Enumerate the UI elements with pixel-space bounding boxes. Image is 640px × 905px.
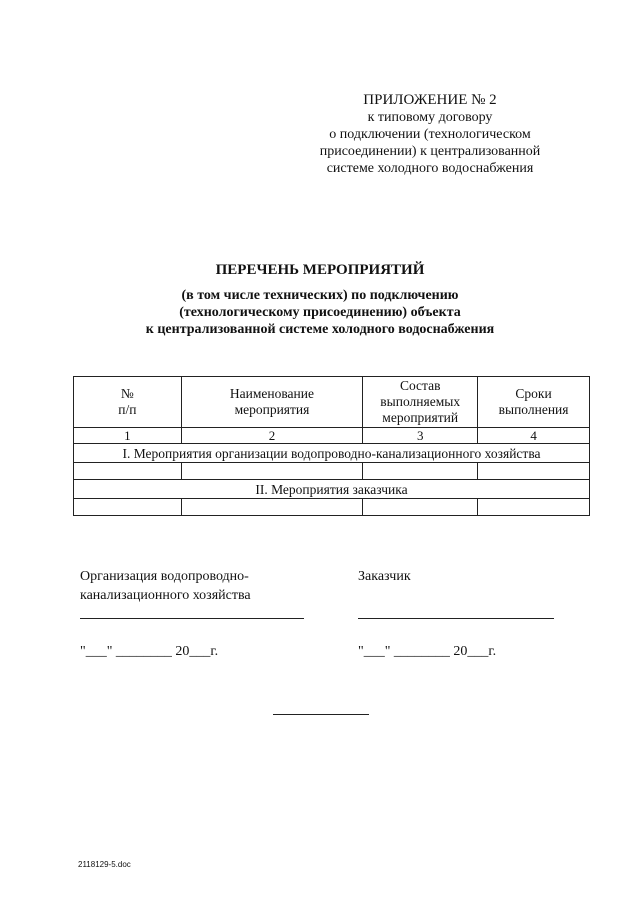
appendix-line: системе холодного водоснабжения bbox=[326, 161, 534, 176]
customer-signature-label: Заказчик bbox=[358, 569, 411, 584]
section-row bbox=[74, 480, 590, 499]
appendix-title: ПРИЛОЖЕНИЕ № 2 bbox=[363, 92, 497, 108]
table-cell bbox=[363, 463, 478, 480]
header-composition: Состав выполняемых мероприятий bbox=[363, 377, 478, 428]
header-deadline: Сроки выполнения bbox=[478, 377, 590, 428]
table-cell bbox=[181, 463, 363, 480]
org-signature-label: Организация водопроводно- канализационного хозяйства bbox=[80, 569, 251, 603]
document-subtitle bbox=[0, 287, 640, 338]
appendix-line: присоединении) к централизованной bbox=[319, 144, 541, 159]
end-divider bbox=[273, 714, 369, 715]
column-number-row bbox=[74, 428, 590, 444]
table-row bbox=[74, 499, 590, 516]
column-number: 4 bbox=[478, 428, 590, 444]
document-title: ПЕРЕЧЕНЬ МЕРОПРИЯТИЙ bbox=[215, 262, 425, 278]
subtitle-line: (в том числе технических) по подключению bbox=[181, 288, 459, 303]
table-header-row bbox=[74, 377, 590, 428]
column-number: 3 bbox=[363, 428, 478, 444]
table-cell bbox=[478, 499, 590, 516]
section-heading-org: I. Мероприятия организации водопроводно-канализационного хозяйства bbox=[74, 444, 590, 463]
table-cell bbox=[478, 463, 590, 480]
customer-signature-line bbox=[358, 618, 554, 619]
section-heading-customer: II. Мероприятия заказчика bbox=[74, 480, 590, 499]
appendix-line: о подключении (технологическом bbox=[329, 127, 531, 142]
section-row bbox=[74, 444, 590, 463]
customer-date-field: "___" ________ 20___г. bbox=[358, 644, 497, 659]
table-cell bbox=[363, 499, 478, 516]
header-name: Наименование мероприятия bbox=[181, 377, 363, 428]
column-number: 1 bbox=[74, 428, 182, 444]
appendix-line: к типовому договору bbox=[367, 110, 493, 125]
org-signature-line bbox=[80, 618, 304, 619]
table-cell bbox=[74, 499, 182, 516]
file-name: 2118129-5.doc bbox=[78, 860, 131, 869]
table-cell bbox=[181, 499, 363, 516]
measures-table bbox=[73, 376, 590, 516]
column-number: 2 bbox=[181, 428, 363, 444]
subtitle-line: к централизованной системе холодного водоснабжения bbox=[145, 322, 495, 337]
table-row bbox=[74, 463, 590, 480]
appendix-block bbox=[300, 92, 560, 177]
header-number: № п/п bbox=[74, 377, 182, 428]
org-date-field: "___" ________ 20___г. bbox=[80, 644, 219, 659]
table-cell bbox=[74, 463, 182, 480]
subtitle-line: (технологическому присоединению) объекта bbox=[179, 305, 461, 320]
